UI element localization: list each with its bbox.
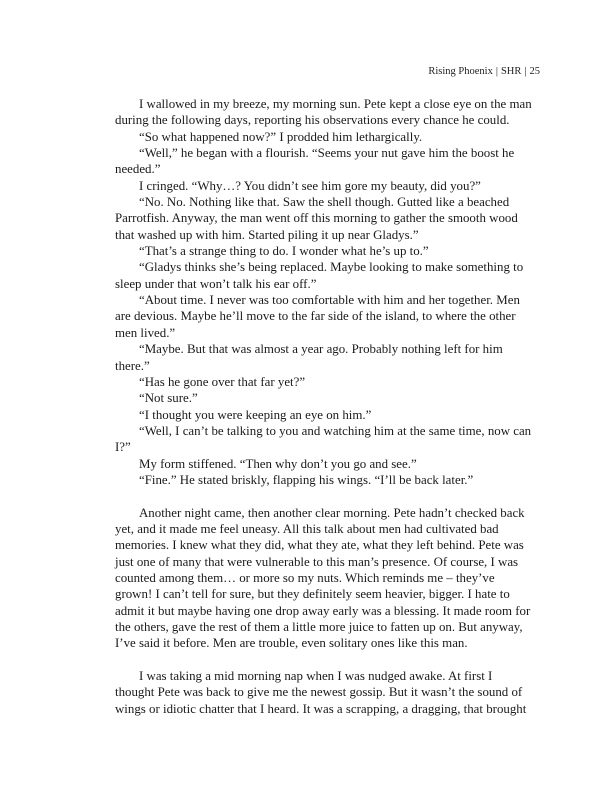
paragraph: I was taking a mid morning nap when I was nudged awake. At first I thought Pete was back to give me the newest gossip. But it wasn’t the sound of wings or idiotic chatter that I heard. It was a scrapping, a dragging, that brought xyxy=(115,669,527,716)
paragraph: “Not sure.” xyxy=(139,391,198,406)
book-title: Rising Phoenix xyxy=(428,66,493,77)
paragraph: “That’s a strange thing to do. I wonder what he’s up to.” xyxy=(139,244,429,259)
paragraph: My form stiffened. “Then why don’t you go and see.” xyxy=(139,456,417,471)
paragraph: “Well,” he began with a flourish. “Seems your nut gave him the boost he needed.” xyxy=(115,146,515,177)
section-label: SHR xyxy=(500,66,522,77)
paragraph: “Fine.” He stated briskly, flapping his wings. “I’ll be back later.” xyxy=(139,472,474,487)
running-header xyxy=(428,66,540,77)
paragraph: “I thought you were keeping an eye on him.” xyxy=(139,407,372,422)
paragraph: I wallowed in my breeze, my morning sun. Pete kept a close eye on the man during the following days, reporting his observations every chance he could. xyxy=(115,97,532,128)
body-text xyxy=(115,96,533,717)
header-separator: | xyxy=(524,66,527,77)
paragraph: “No. No. Nothing like that. Saw the shell though. Gutted like a beached Parrotfish. Anyway, the man went off this morning to gather the smooth wood that washed up with him. Started piling it up near Gladys.” xyxy=(115,195,518,242)
paragraph: “Has he gone over that far yet?” xyxy=(139,374,306,389)
paragraph: “About time. I never was too comfortable with him and her together. Men are devious. Maybe he’ll move to the far side of the island, to where the other men lived.” xyxy=(115,293,520,340)
paragraph: I cringed. “Why…? You didn’t see him gore my beauty, did you?” xyxy=(139,178,481,193)
paragraph: “Well, I can’t be talking to you and watching him at the same time, now can I?” xyxy=(115,423,532,455)
paragraph: “Maybe. But that was almost a year ago. Probably nothing left for him there.” xyxy=(115,342,503,373)
page-number: 25 xyxy=(529,66,540,77)
paragraph: Another night came, then another clear morning. Pete hadn’t checked back yet, and it made me feel uneasy. All this talk about men had cultivated bad memories. I knew what they did, what they ate, what they left behind. Pete was just one of many that were vulnerable to this man’s presence. Of course, I was counted among them… or more so my nuts. Which reminds me – they’ve grown! I can’t tell for sure, but they definitely seem heavier, bigger. I hate to admit it but maybe having one drop away early was a blessing. It made room for the others, gave the rest of them a little more juice to fatten up on. But anyway, I’ve said it before. Men are trouble, even solitary ones like this man. xyxy=(115,505,531,651)
paragraph: “So what happened now?” I prodded him lethargically. xyxy=(139,129,423,144)
header-separator: | xyxy=(495,66,498,77)
paragraph: “Gladys thinks she’s being replaced. Maybe looking to make something to sleep under that won’t talk his ear off.” xyxy=(115,260,524,291)
